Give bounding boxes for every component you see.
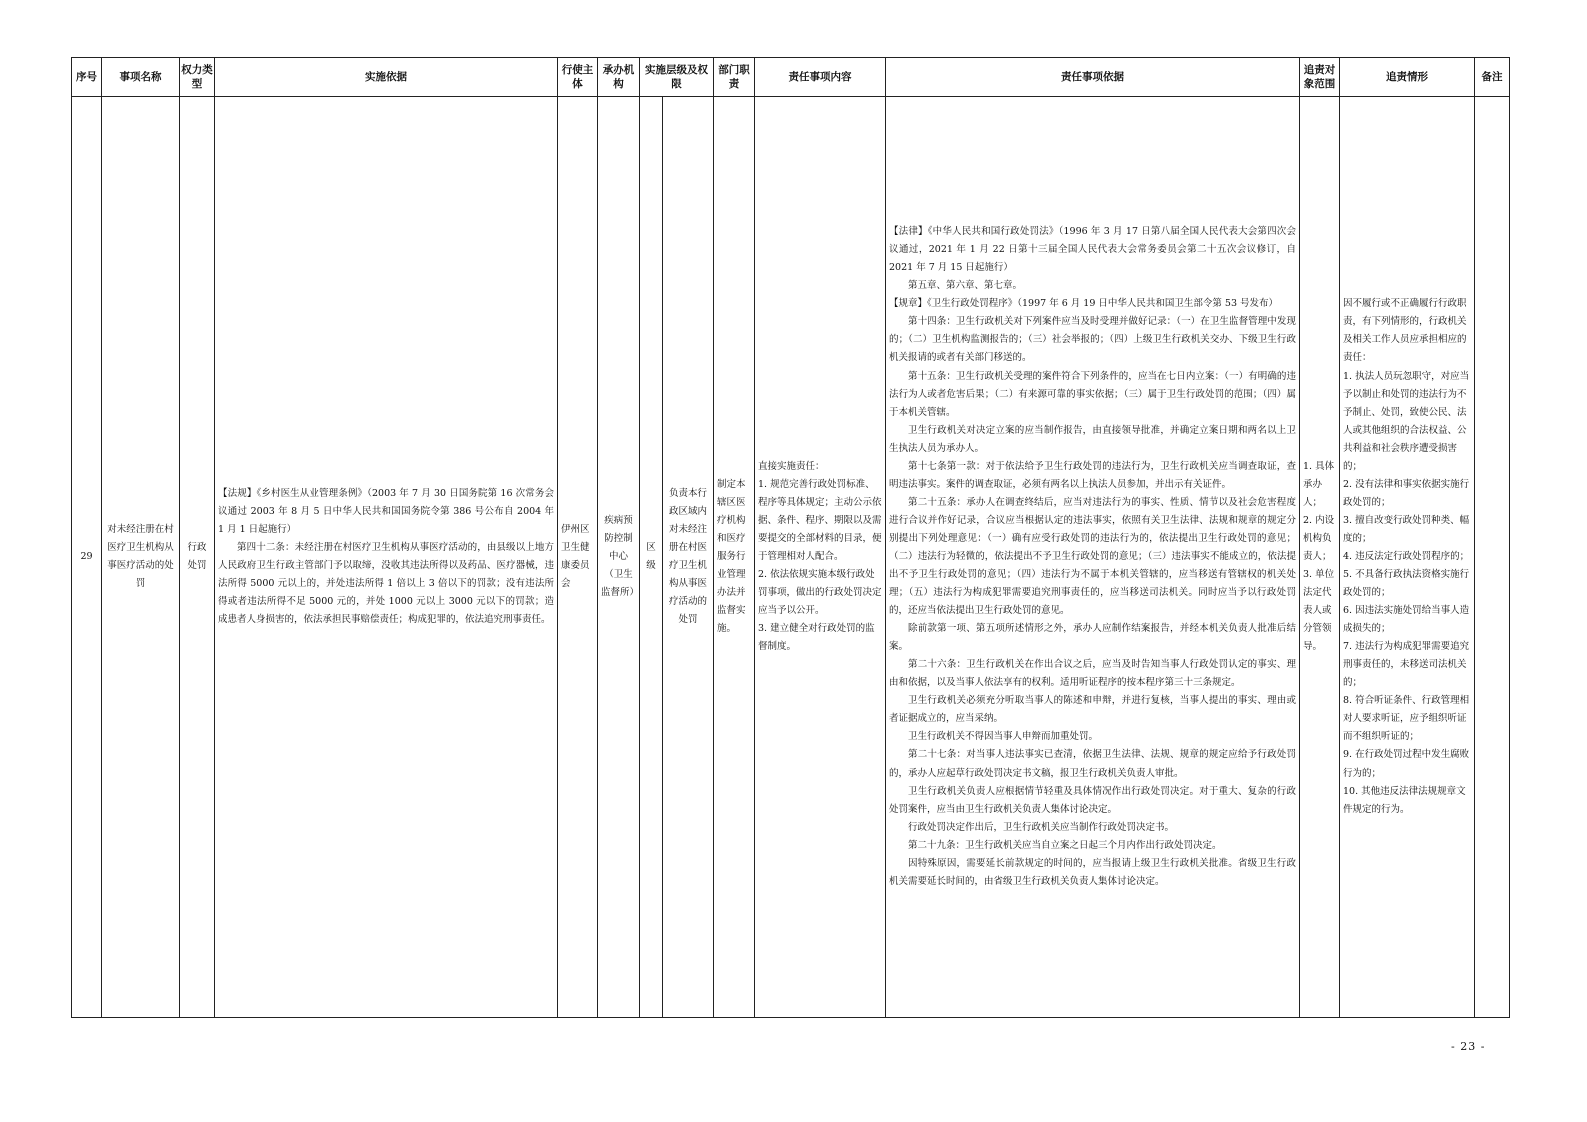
case-item: 因不履行或不正确履行行政职责，有下列情形的，行政机关及相关工作人员应承担相应的责任： [1343,298,1467,364]
accountability-cases-block [1340,295,1474,818]
basis-paragraph: 第二十七条：对当事人违法事实已查清，依据卫生法律、法规、规章的规定应给予行政处罚的，承办人应起草行政处罚决定书文稿，报卫生行政机关负责人审批。 [889,749,1296,779]
content-item: 1. 规范完善行政处罚标准、程序等具体规定；主动公示依据、条件、程序、期限以及需要提交的全部材料的目录，便于管理相对人配合。 [758,478,882,562]
content-item: 直接实施责任： [758,460,825,472]
basis-regulation: 【法规】《乡村医生从业管理条例》（2003 年 7 月 30 日国务院第 16 次常务会议通过 2003 年 8 月 5 日中华人民共和国国务院令第 386 号公布自 2004 年 1 月 1 日起施行） [218,487,554,535]
header-responsibility-content: 责任事项内容 [755,58,886,97]
row-accountability-scope [1300,97,1340,1018]
basis-paragraph: 第十四条：卫生行政机关对下列案件应当及时受理并做好记录：（一）在卫生监督管理中发现的；（二）卫生机构监测报告的；（三）社会举报的；（四）上级卫生行政机关交办、下级卫生行政机关报请的或者有关部门移送的。 [889,316,1296,364]
header-number: 序号 [72,58,102,97]
header-power-type: 权力类型 [180,58,215,97]
content-item: 2. 依法依规实施本级行政处罚事项，做出的行政处罚决定应当予以公开。 [758,569,882,617]
basis-paragraph: 第十五条：卫生行政机关受理的案件符合下列条件的，应当在七日内立案：（一）有明确的违法行为人或者危害后果；（二）有来源可靠的事实依据；（三）属于卫生行政处罚的范围；（四）属于本机关管辖。 [889,370,1296,418]
basis-paragraph: 【法律】《中华人民共和国行政处罚法》（1996 年 3 月 17 日第八届全国人民代表大会第四次会议通过，2021 年 1 月 22 日第十三届全国人民代表大会常务委员会第二十五次会议修订，自 2021 年 7 月 15 日起施行） [889,226,1296,274]
row-remark [1475,97,1510,1018]
authority-text: 负责本行政区域内对未经注册在村医疗卫生机构从事医疗活动的处罚 [668,487,707,626]
case-item: 2. 没有法律和事实依据实施行政处罚的； [1343,478,1470,508]
header-basis: 实施依据 [215,58,558,97]
scope-item: 3. 单位法定代表人或分管领导。 [1303,569,1335,653]
row-subject [558,97,598,1018]
row-agency [598,97,640,1018]
basis-paragraph: 卫生行政机关负责人应根据情节轻重及具体情况作出行政处罚决定。对于重大、复杂的行政处罚案件，应当由卫生行政机关负责人集体讨论决定。 [889,785,1296,815]
header-row [72,58,1510,97]
row-accountability-cases [1340,97,1475,1018]
level-text: 区级 [646,541,656,571]
basis-paragraph: 卫生行政机关必须充分听取当事人的陈述和申辩，并进行复核，当事人提出的事实、理由或者证据成立的，应当采纳。 [889,695,1296,725]
case-item: 4. 违反法定行政处罚程序的； [1343,550,1470,562]
header-level: 实施层级及权限 [640,58,714,97]
row-level [640,97,663,1018]
responsibility-basis-block [886,223,1299,891]
header-duty: 部门职责 [714,58,755,97]
power-type-text: 行政处罚 [187,541,207,571]
case-item: 8. 符合听证条件、行政管理相对人要求听证，应予组织听证而不组织听证的； [1343,695,1470,743]
header-agency: 承办机构 [598,58,640,97]
scope-item: 2. 内设机构负责人； [1303,514,1335,562]
content-item: 3. 建立健全对行政处罚的监督制度。 [758,623,875,653]
case-item: 3. 擅自改变行政处罚种类、幅度的； [1343,514,1470,544]
header-item-name: 事项名称 [102,58,180,97]
basis-paragraph: 卫生行政机关对决定立案的应当制作报告，由直接领导批准，并确定立案日期和两名以上卫生执法人员为承办人。 [889,424,1296,454]
responsibility-table [71,57,1510,1018]
row-duty [714,97,755,1018]
row-number: 29 [72,97,102,1018]
table-row [72,97,1510,1018]
row-power-type [180,97,215,1018]
row-item-name [102,97,180,1018]
basis-paragraph: 第十七条第一款：对于依法给予卫生行政处罚的违法行为，卫生行政机关应当调查取证，查明违法事实。案件的调查取证，必须有两名以上执法人员参加，并出示有关证件。 [889,460,1296,490]
basis-article: 第四十二条：未经注册在村医疗卫生机构从事医疗活动的，由县级以上地方人民政府卫生行政主管部门予以取缔，没收其违法所得以及药品、医疗器械，违法所得 5000 元以上的，并处违法所得 1 倍以上 3 倍以下的罚款；没有违法所得或者违法所得不足 5000 元的，并处 1000 元以上 3000 元以下的罚款；造成患者人身损害的，依法承担民事赔偿责任；构成犯罪的，依法追究刑事责任。 [218,541,554,626]
subject-text: 伊州区卫生健康委员会 [561,523,590,590]
case-item: 9. 在行政处罚过程中发生腐败行为的； [1343,749,1470,779]
header-subject: 行使主体 [558,58,598,97]
item-name-text: 对未经注册在村医疗卫生机构从事医疗活动的处罚 [107,523,174,590]
page-number: - 23 - [1451,1040,1486,1053]
header-responsibility-basis: 责任事项依据 [886,58,1300,97]
header-remark: 备注 [1475,58,1510,97]
basis-paragraph: 卫生行政机关不得因当事人申辩而加重处罚。 [908,731,1099,743]
case-item: 6. 因违法实施处罚给当事人造成损失的； [1343,605,1470,635]
case-item: 10. 其他违反法律法规规章文件规定的行为。 [1343,785,1466,815]
basis-paragraph: 除前款第一项、第五项所述情形之外，承办人应制作结案报告，并经本机关负责人批准后结案。 [889,623,1296,653]
case-item: 1. 执法人员玩忽职守，对应当予以制止和处罚的违法行为不予制止、处罚，致使公民、法人或其他组织的合法权益、公共利益和社会秩序遭受损害的； [1343,370,1470,472]
basis-paragraph: 【规章】《卫生行政处罚程序》（1997 年 6 月 19 日中华人民共和国卫生部令第 53 号发布） [889,298,1279,310]
row-responsibility-basis [886,97,1300,1018]
basis-paragraph: 第二十六条：卫生行政机关在作出合议之后，应当及时告知当事人行政处罚认定的事实、理由和依据，以及当事人依法享有的权利。适用听证程序的按本程序第三十三条规定。 [889,659,1296,689]
agency-text: 疾病预防控制中心（卫生监督所） [601,514,640,599]
case-item: 7. 违法行为构成犯罪需要追究刑事责任的，未移送司法机关的； [1343,641,1470,689]
row-responsibility-content [755,97,886,1018]
case-item: 5. 不具备行政执法资格实施行政处罚的； [1343,569,1470,599]
basis-paragraph: 第五章、第六章、第七章。 [908,280,1023,292]
row-authority [663,97,714,1018]
row-basis [215,97,558,1018]
basis-paragraph: 因特殊原因，需要延长前款规定的时间的，应当报请上级卫生行政机关批准。省级卫生行政机关需要延长时间的，由省级卫生行政机关负责人集体讨论决定。 [889,857,1296,887]
header-accountability-scope: 追责对象范围 [1300,58,1340,97]
duty-text: 制定本辖区医疗机构和医疗服务行业管理办法并监督实施。 [717,478,746,635]
basis-paragraph: 第二十九条：卫生行政机关应当自立案之日起三个月内作出行政处罚决定。 [908,839,1222,851]
basis-paragraph: 行政处罚决定作出后，卫生行政机关应当制作行政处罚决定书。 [908,821,1175,833]
scope-item: 1. 具体承办人； [1303,460,1335,508]
basis-paragraph: 第二十五条：承办人在调查终结后，应当对违法行为的事实、性质、情节以及社会危害程度进行合议并作好记录，合议应当根据认定的违法事实，依照有关卫生法律、法规和规章的规定分别提出下列处理意见：（一）确有应受行政处罚的违法行为的，依法提出卫生行政处罚的意见；（二）违法行为轻微的，依法提出不予卫生行政处罚的意见；（三）违法事实不能成立的，依法提出不予卫生行政处罚的意见；（四）违法行为不属于本机关管辖的，应当移送有管辖权的机关处理；（五）违法行为构成犯罪需要追究刑事责任的，应当移送司法机关。同时应当予以行政处罚的，还应当依法提出卫生行政处罚的意见。 [889,496,1296,617]
header-accountability-cases: 追责情形 [1340,58,1475,97]
